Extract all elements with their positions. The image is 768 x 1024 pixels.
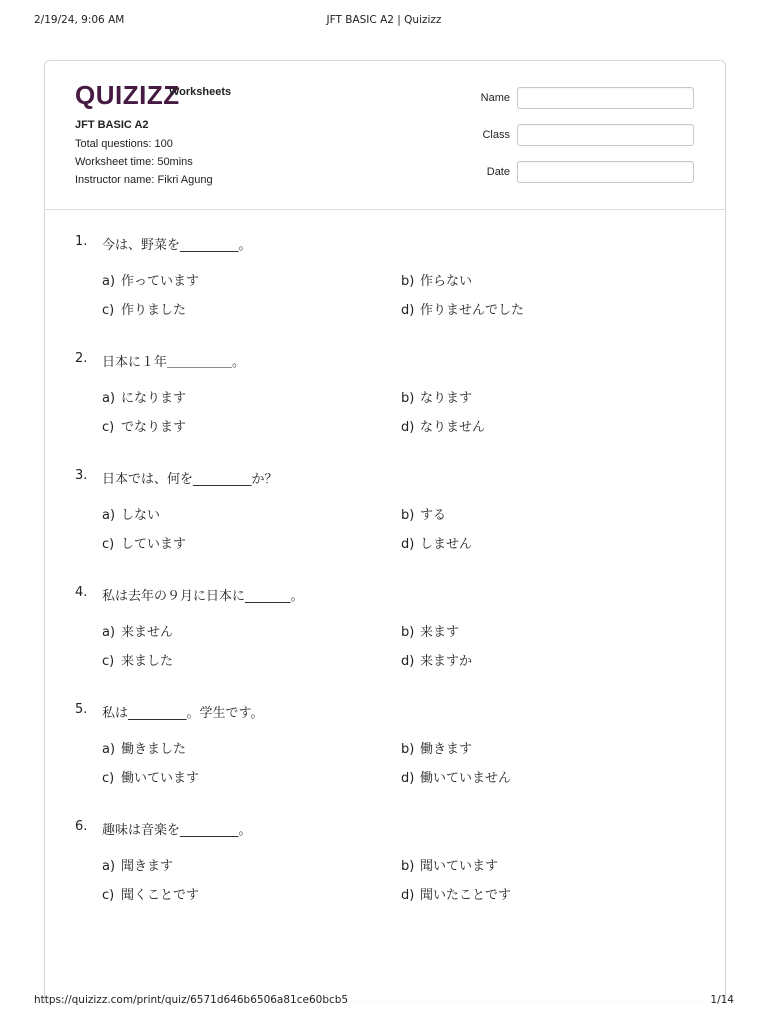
option-a: a) 来ません [102, 625, 174, 640]
quizizz-logo: QUIZIZZ [75, 80, 180, 110]
option-a: a) 作っています [102, 274, 200, 289]
option-d: d) なりません [401, 420, 486, 435]
question-text: 今は、野菜を_________。 [102, 238, 252, 253]
name-field[interactable] [517, 87, 694, 109]
option-c: c) しています [102, 537, 187, 552]
option-d: d) 来ますか [401, 654, 473, 669]
option-a: a) 働きました [102, 742, 187, 757]
date-label: Date [486, 166, 510, 178]
question-text: 日本に１年＿＿＿＿＿。 [102, 355, 246, 370]
print-page-title: JFT BASIC A2 | Quizizz [326, 14, 442, 26]
question-number: 2. [75, 351, 88, 366]
option-c: c) 聞くことです [102, 888, 200, 903]
question-text: 私は_________。学生です。 [102, 706, 264, 721]
question-text: 日本では、何を_________か？ [102, 472, 278, 487]
print-datetime: 2/19/24, 9:06 AM [34, 14, 125, 26]
option-a: a) 聞きます [102, 859, 174, 874]
option-b: b) 作らない [401, 274, 473, 289]
worksheet [44, 60, 726, 1001]
class-label: Class [482, 129, 510, 141]
print-url[interactable]: https://quizizz.com/print/quiz/6571d646b6506a81ce60bcb5 [34, 994, 349, 1006]
question-number: 3. [75, 468, 88, 483]
option-c: c) 作りました [102, 303, 187, 318]
total-questions: Total questions: 100 [75, 138, 173, 150]
logo-subtitle: Worksheets [169, 86, 232, 98]
option-d: d) しません [401, 537, 473, 552]
worksheet-header [45, 61, 725, 210]
question-number: 4. [75, 585, 88, 600]
option-a: a) になります [102, 391, 187, 406]
option-b: b) なります [401, 391, 473, 406]
option-b: b) 働きます [401, 742, 473, 757]
page-count: 1/14 [710, 994, 734, 1006]
question-number: 1. [75, 234, 88, 249]
name-label: Name [480, 92, 510, 104]
print-header [34, 14, 734, 30]
option-d: d) 作りませんでした [401, 303, 525, 318]
option-b: b) 聞いています [401, 859, 499, 874]
question-number: 5. [75, 702, 88, 717]
option-d: d) 聞いたことです [401, 888, 512, 903]
question-text: 趣味は音楽を_________。 [102, 823, 252, 838]
class-field[interactable] [517, 124, 694, 146]
print-footer [34, 994, 734, 1010]
option-a: a) しない [102, 508, 161, 523]
option-d: d) 働いていません [401, 771, 512, 786]
option-c: c) 働いています [102, 771, 200, 786]
date-field[interactable] [517, 161, 694, 183]
option-b: b) 来ます [401, 625, 460, 640]
option-b: b) する [401, 508, 447, 523]
worksheet-time: Worksheet time: 50mins [75, 156, 193, 168]
instructor-name: Instructor name: Fikri Agung [75, 174, 213, 186]
option-c: c) でなります [102, 420, 187, 435]
option-c: c) 来ました [102, 654, 174, 669]
question-text: 私は去年の９月に日本に_______。 [102, 589, 304, 604]
worksheet-title: JFT BASIC A2 [75, 119, 149, 131]
question-number: 6. [75, 819, 88, 834]
